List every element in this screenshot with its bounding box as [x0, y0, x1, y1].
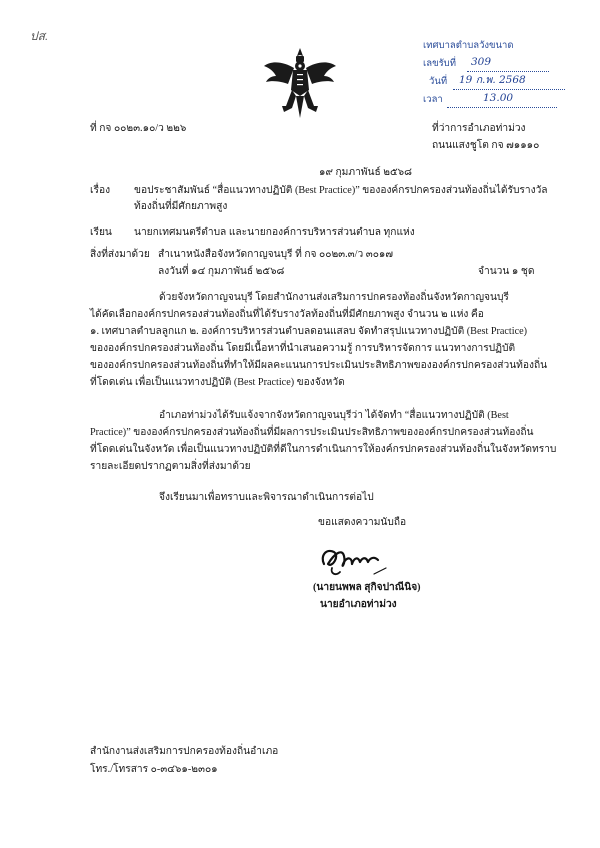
signer-name: (นายนพพล สุกิจปาณีนิจ): [313, 582, 421, 593]
body-p3: จึงเรียนมาเพื่อทราบและพิจารณาดำเนินการต่อไป: [159, 492, 374, 503]
stamp-receipt-label: เลขรับที่: [423, 58, 456, 69]
document-date: ๑๙ กุมภาพันธ์ ๒๕๖๘: [319, 167, 412, 178]
garuda-emblem: [262, 46, 338, 122]
footer-department: สำนักงานส่งเสริมการปกครองท้องถิ่นอำเภอ: [90, 746, 279, 757]
body-p2-line: Practice)” ขององค์กรปกครองส่วนท้องถิ่นที่มีผลการประเมินประสิทธิภาพขององค์กรปกครองส่วนท้องถิ่น: [90, 427, 534, 438]
office-address-line1: ที่ว่าการอำเภอท่าม่วง: [432, 123, 526, 134]
body-p1-line: ๑. เทศบาลตำบลลูกแก ๒. องค์การบริหารส่วนตำบลดอนแสลบ จัดทำสรุปแนวทางปฏิบัติ (Best Practice): [90, 326, 528, 337]
body-p2-line: ที่โดดเด่นในจังหวัด เพื่อเป็นแนวทางปฏิบัติที่ดีในการดำเนินการให้องค์กรปกครองส่วนท้องถิ่นในจังหวัดทราบ: [90, 444, 557, 455]
signer-title: นายอำเภอท่าม่วง: [320, 599, 397, 610]
stamp-office: เทศบาลตำบลวังขนาด: [423, 40, 514, 51]
stamp-date-value: 19 ก.พ. 2568: [459, 74, 526, 86]
received-stamp: [423, 38, 573, 110]
subject-label: เรื่อง: [90, 185, 111, 196]
closing-salutation: ขอแสดงความนับถือ: [318, 517, 407, 528]
stamp-rule: [467, 71, 549, 72]
document-number: ที่ กจ ๐๐๒๓.๑๐/ว ๒๒๖: [90, 123, 187, 134]
body-p1-line: ขององค์กรปกครองส่วนท้องถิ่นที่ทำให้มีผลคะแนนการประเมินประสิทธิภาพขององค์กรปกครองส่วนท้องถิ่น: [90, 360, 548, 371]
enclosure-label: สิ่งที่ส่งมาด้วย: [90, 249, 150, 260]
body-p1-line: ที่โดดเด่น เพื่อเป็นแนวทางปฏิบัติ (Best Practice) ของจังหวัด: [90, 377, 345, 388]
body-p1-line: ขององค์กรปกครองส่วนท้องถิ่น โดยมีเนื้อหาที่นำเสนอความรู้ การบริหารจัดการ แนวทางการปฏิบัติ: [90, 343, 516, 354]
subject-line1: ขอประชาสัมพันธ์ “สื่อแนวทางปฏิบัติ (Best Practice)” ขององค์กรปกครองส่วนท้องถิ่นได้รับรางวัล: [134, 185, 548, 196]
stamp-time-value: 13.00: [483, 92, 514, 104]
handwritten-signature: [314, 534, 394, 580]
footer-phone: โทร./โทรสาร ๐-๓๔๖๑-๒๓๐๑: [90, 764, 218, 775]
body-p1-line: ด้วยจังหวัดกาญจนบุรี โดยสำนักงานส่งเสริมการปกครองท้องถิ่นจังหวัดกาญจนบุรี: [159, 292, 509, 303]
stamp-time-label: เวลา: [423, 94, 443, 105]
stamp-rule: [453, 89, 565, 90]
enclosure-line1: สำเนาหนังสือจังหวัดกาญจนบุรี ที่ กจ ๐๐๒๓.๓/ว ๓๐๑๗: [158, 249, 394, 260]
office-address-line2: ถนนแสงชูโต กจ ๗๑๑๑๐: [432, 140, 540, 151]
stamp-date-label: วันที่: [429, 76, 448, 87]
body-p2-line: รายละเอียดปรากฏตามสิ่งที่ส่งมาด้วย: [90, 461, 251, 472]
subject-line2: ท้องถิ่นที่มีศักยภาพสูง: [134, 201, 228, 212]
stamp-rule: [447, 107, 557, 108]
recipient-label: เรียน: [90, 227, 112, 238]
handwritten-corner-note: ปส.: [30, 29, 48, 43]
body-p2-line: อำเภอท่าม่วงได้รับแจ้งจากจังหวัดกาญจนบุรีว่า ได้จัดทำ “สื่อแนวทางปฏิบัติ (Best: [159, 410, 509, 421]
enclosure-count: จำนวน ๑ ชุด: [478, 266, 535, 277]
enclosure-line2: ลงวันที่ ๑๔ กุมภาพันธ์ ๒๕๖๘: [158, 266, 285, 277]
body-p1-line: ได้คัดเลือกองค์กรปกครองส่วนท้องถิ่นที่ได้รับรางวัลท้องถิ่นที่มีศักยภาพสูง จำนวน ๒ แห่ง คือ: [90, 309, 484, 320]
recipient-value: นายกเทศมนตรีตำบล และนายกองค์การบริหารส่วนตำบล ทุกแห่ง: [134, 227, 415, 238]
stamp-receipt-no: 309: [471, 56, 492, 68]
